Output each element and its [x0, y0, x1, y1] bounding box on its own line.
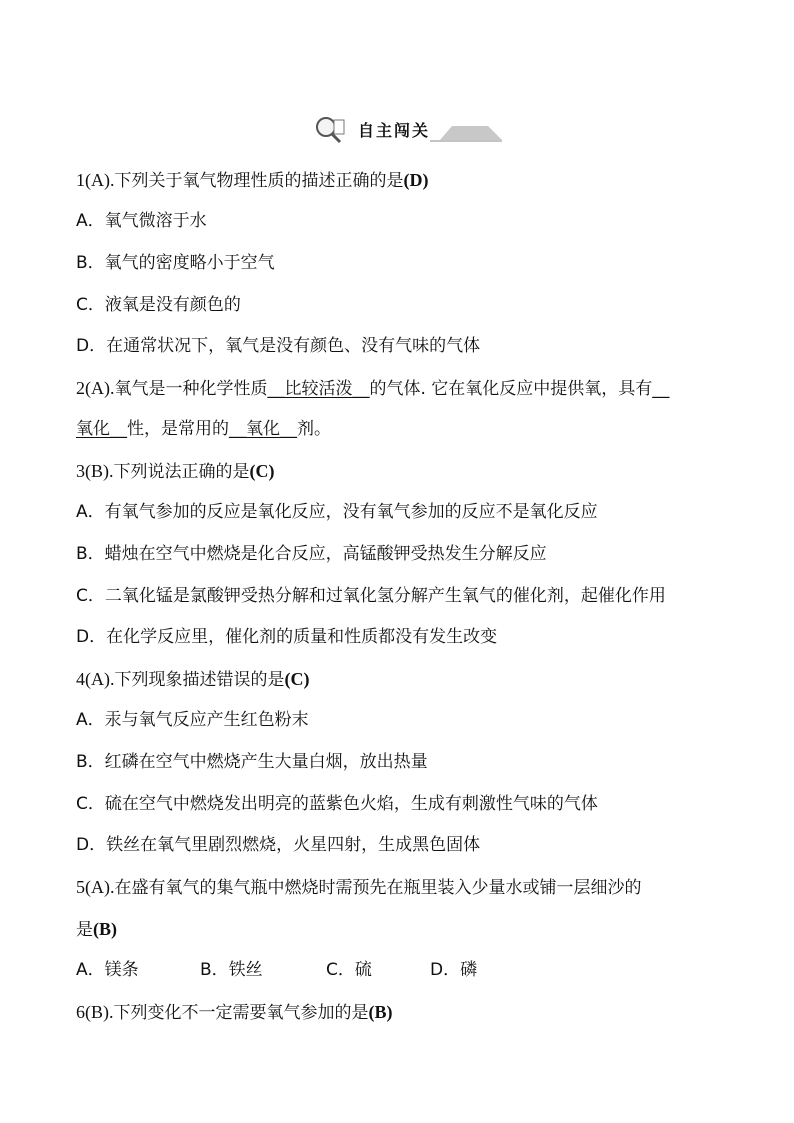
question-stem: 在盛有氧气的集气瓶中燃烧时需预先在瓶里装入少量水或铺一层细沙的: [114, 878, 642, 898]
question-2-cont: [76, 417, 331, 441]
question-stem: 下列说法正确的是: [113, 462, 250, 482]
section-title: 自主闯关: [358, 121, 431, 140]
option-a: A．汞与氧气反应产生红色粉末: [76, 710, 309, 730]
fill-blank-answer: 氧化__: [76, 419, 127, 439]
option-b: B．红磷在空气中燃烧产生大量白烟，放出热量: [76, 752, 428, 772]
question-text: 的气体. 它在氧化反应中提供氧，具有: [369, 379, 653, 399]
question-1: [76, 168, 429, 193]
question-number: 4(A).: [76, 669, 115, 689]
option-c: C．二氧化锰是氯酸钾受热分解和过氧化氢分解产生氧气的催化剂，起催化作用: [76, 586, 666, 606]
option-d: D．在通常状况下，氧气是没有颜色、没有气味的气体: [76, 336, 481, 356]
answer: (D): [403, 170, 429, 190]
question-4: [76, 667, 310, 692]
option-a: A．有氧气参加的反应是氧化反应，没有氧气参加的反应不是氧化反应: [76, 502, 598, 522]
question-stem: 下列变化不一定需要氧气参加的是: [113, 1003, 369, 1023]
question-text: 剂。: [297, 419, 331, 439]
question-5: [76, 875, 642, 900]
question-2: [76, 376, 669, 401]
question-number: 6(B).: [76, 1002, 114, 1022]
answer: (B): [368, 1002, 393, 1022]
question-stem: 下列现象描述错误的是: [114, 670, 285, 690]
question-6: [76, 1000, 393, 1025]
question-text: 氧气是一种化学性质: [114, 379, 268, 399]
section-header: [312, 114, 502, 146]
option-c: C．硫: [326, 960, 372, 980]
answer: (C): [284, 669, 310, 689]
option-a: A．镁条: [76, 960, 139, 980]
option-c: C．液氧是没有颜色的: [76, 295, 241, 315]
option-d: D．磷: [430, 960, 478, 980]
option-d: D．在化学反应里，催化剂的质量和性质都没有发生改变: [76, 627, 498, 647]
question-number: 1(A).: [76, 170, 115, 190]
question-stem: 是: [76, 920, 93, 940]
question-text: 性，是常用的: [127, 419, 229, 439]
option-b: B．氧气的密度略小于空气: [76, 253, 275, 273]
question-number: 3(B).: [76, 461, 114, 481]
answer: (C): [249, 461, 275, 481]
fill-blank-answer: __氧化__: [229, 419, 297, 439]
question-number: 2(A).: [76, 378, 115, 398]
answer: (B): [93, 919, 117, 939]
question-5-cont: [76, 917, 117, 942]
options-row: [76, 958, 477, 982]
question-stem: 下列关于氧气物理性质的描述正确的是: [114, 171, 404, 191]
option-c: C．硫在空气中燃烧发出明亮的蓝紫色火焰，生成有刺激性气味的气体: [76, 794, 598, 814]
option-d: D．铁丝在氧气里剧烈燃烧，火星四射，生成黑色固体: [76, 835, 481, 855]
question-number: 5(A).: [76, 877, 115, 897]
question-3: [76, 459, 275, 484]
option-a: A．氧气微溶于水: [76, 211, 207, 231]
fill-blank-answer: __: [652, 379, 670, 399]
option-b: B．蜡烛在空气中燃烧是化合反应，高锰酸钾受热发生分解反应: [76, 544, 547, 564]
option-b: B．铁丝: [200, 960, 263, 980]
fill-blank-answer: __比较活泼__: [267, 379, 370, 399]
